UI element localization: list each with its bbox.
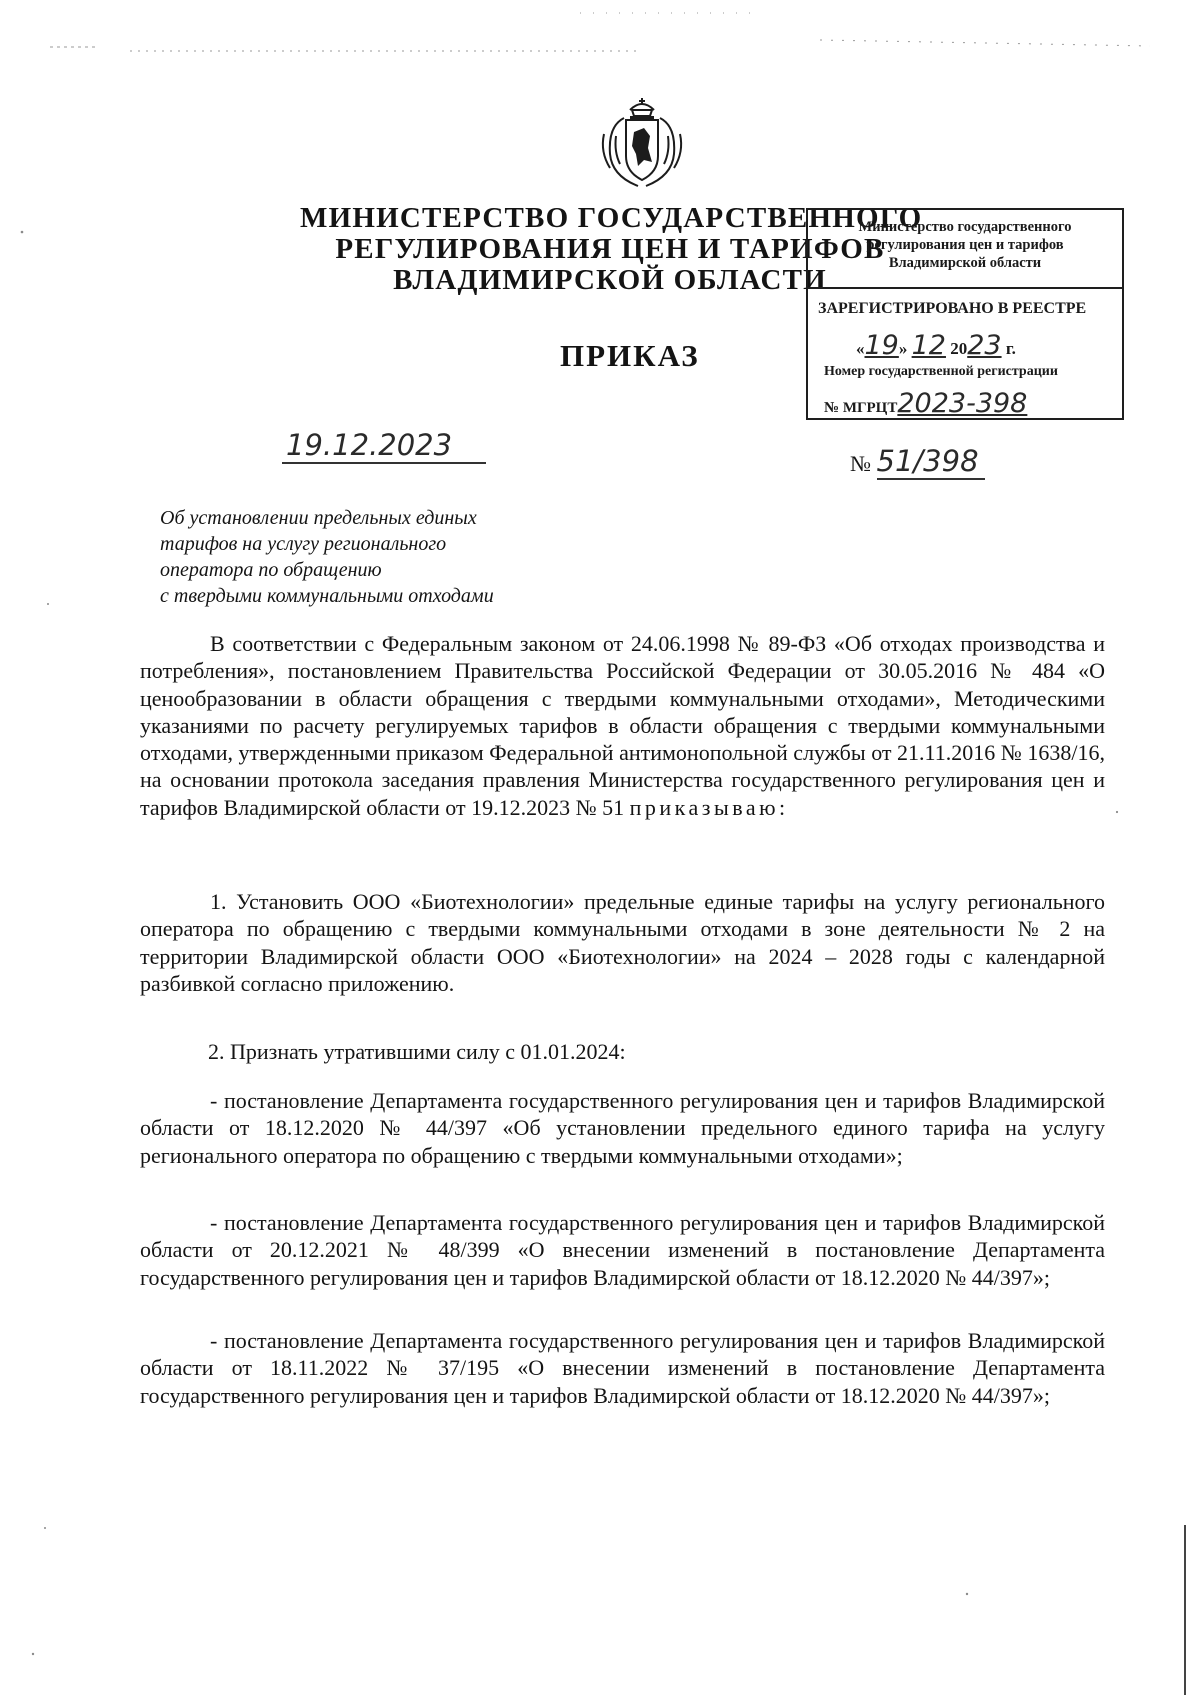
scan-edge-line (1184, 1525, 1186, 1695)
stamp-org-line-3: Владимирской области (888, 255, 1042, 271)
repealed-item-2 (140, 1209, 1105, 1291)
stamp-number-label: Номер государственной регистрации (824, 364, 1058, 379)
item-1-text: 1. Установить ООО «Биотехнологии» предельные единые тарифы на услугу регионального оператора по обращению с твердыми коммунальными отходами в зоне деятельности № 2 на территории Владимирской области ООО «Биотехнологии» на 2024 – 2028 годы с календарной разбивкой согласно приложению. (140, 889, 1105, 996)
ministry-header-line-3: ВЛАДИМИРСКОЙ ОБЛАСТИ (393, 264, 827, 296)
stamp-year-suffix: 23 (967, 330, 1002, 361)
ministry-header-line-1: МИНИСТЕРСТВО ГОСУДАРСТВЕННОГО (300, 202, 923, 234)
preamble-text: В соответствии с Федеральным законом от 24.06.1998 № 89-ФЗ «Об отходах производства и потребления», постановлением Правительства Российской Федерации от 30.05.2016 № 484 «О ценообразовании в области обращения с твердыми коммунальными отходами», Методическими указаниями по расчету регулируемых тарифов в области обращения с твердыми коммунальными отходами, утвержденными приказом Федеральной антимонопольной службы от 21.11.2016 № 1638/16, на основании протокола заседания правления Министерства государственного регулирования цен и тарифов Владимирской области от 19.12.2023 № 51 (140, 631, 1105, 820)
repealed-item-3-text: - постановление Департамента государственного регулирования цен и тарифов Владимирской области от 18.11.2022 № 37/195 «О внесении изменений в постановление Департамента государственного регулирования цен и тарифов Владимирской области от 18.12.2020 № 44/397»; (140, 1328, 1105, 1408)
order-date: 19.12.2023 (282, 428, 486, 464)
registration-stamp (806, 208, 1124, 420)
repealed-item-2-text: - постановление Департамента государственного регулирования цен и тарифов Владимирской области от 20.12.2021 № 48/399 «О внесении изменений в постановление Департамента государственного регулирования цен и тарифов Владимирской области от 18.12.2020 № 44/397»; (140, 1210, 1105, 1290)
order-number (850, 444, 985, 480)
stamp-divider (808, 287, 1124, 289)
stamp-year-unit: г. (1005, 339, 1016, 358)
stamp-number (824, 388, 1027, 419)
stamp-org-line-1: Министерство государственного (858, 219, 1072, 235)
subject-line-3: оператора по обращению (160, 559, 382, 581)
order-subject (160, 505, 494, 609)
preamble-action: приказываю: (629, 794, 789, 820)
repealed-item-1 (140, 1087, 1105, 1169)
stamp-reg-number: 2023-398 (897, 388, 1028, 419)
item-2-heading: 2. Признать утратившими силу с 01.01.2024: (208, 1039, 626, 1064)
stamp-org-line-2: регулирования цен и тарифов (866, 237, 1064, 253)
stamp-day: 19 (864, 330, 899, 361)
stamp-year-prefix: 20 (950, 339, 968, 358)
document-type: ПРИКАЗ (560, 338, 700, 373)
stamp-registered-label: ЗАРЕГИСТРИРОВАНО В РЕЕСТРЕ (818, 300, 1087, 317)
order-number-prefix: № (850, 451, 871, 476)
subject-line-2: тарифов на услугу регионального (160, 533, 447, 555)
order-number-value: 51/398 (877, 444, 985, 480)
stamp-organization (808, 218, 1122, 272)
coat-of-arms-emblem-icon (594, 96, 690, 192)
repealed-item-3 (140, 1327, 1105, 1409)
item-1-paragraph (140, 888, 1105, 997)
subject-line-4: с твердыми коммунальными отходами (160, 585, 494, 607)
stamp-month: 12 (911, 330, 946, 361)
stamp-date: «19» 12 2023 г. (856, 330, 1016, 361)
stamp-number-prefix: № МГРЦТ (824, 400, 898, 416)
preamble-paragraph (140, 630, 1105, 821)
ministry-header-line-2: РЕГУЛИРОВАНИЯ ЦЕН И ТАРИФОВ (335, 233, 885, 265)
repealed-item-1-text: - постановление Департамента государственного регулирования цен и тарифов Владимирской области от 18.12.2020 № 44/397 «Об установлении предельного единого тарифа на услугу регионального оператора по обращению с твердыми коммунальными отходами»; (140, 1088, 1105, 1168)
subject-line-1: Об установлении предельных единых (160, 507, 477, 529)
